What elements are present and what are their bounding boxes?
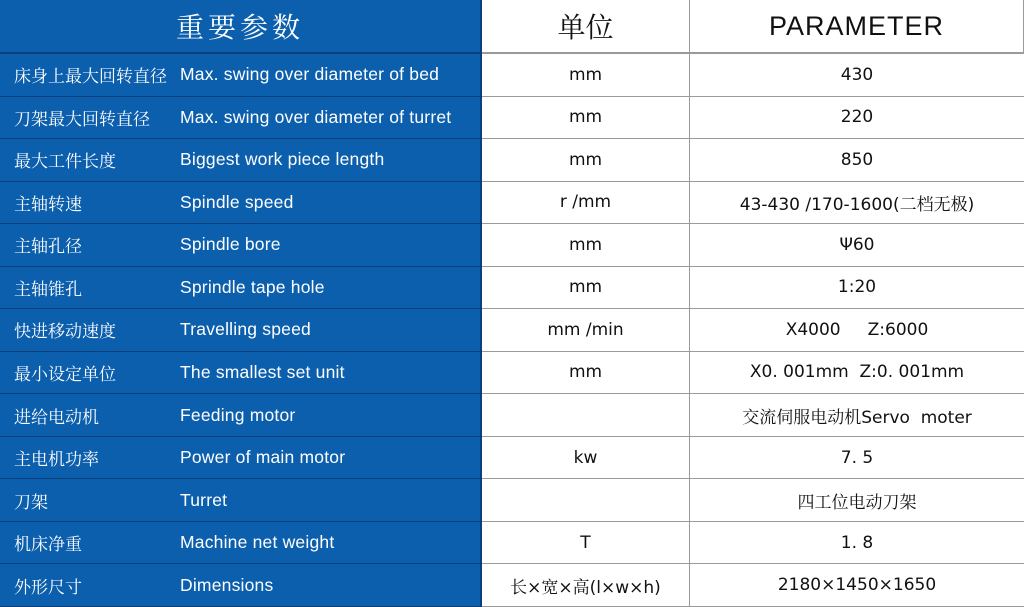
row-label	[0, 479, 482, 522]
row-value: 四工位电动刀架	[690, 479, 1024, 522]
row-unit: mm	[482, 97, 690, 140]
row-label-en: Power of main motor	[180, 447, 346, 468]
row-unit: r /mm	[482, 182, 690, 225]
row-value: 1. 8	[690, 522, 1024, 565]
row-label-en: Travelling speed	[180, 319, 311, 340]
row-label-cn: 主轴转速	[14, 194, 82, 215]
row-label-en: Machine net weight	[180, 532, 335, 553]
row-label-en: Spindle speed	[180, 191, 294, 212]
row-label-en: Max. swing over diameter of bed	[180, 64, 440, 85]
row-label-en: Spindle bore	[180, 234, 281, 255]
row-unit	[482, 479, 690, 522]
row-label-en: Max. swing over diameter of turret	[180, 106, 452, 127]
row-label	[0, 267, 482, 310]
row-unit: mm	[482, 267, 690, 310]
row-unit: mm	[482, 139, 690, 182]
row-label-cn: 刀架最大回转直径	[14, 109, 150, 130]
row-value: 43-430 /170-1600(二档无极)	[690, 182, 1024, 225]
row-label-cn: 快进移动速度	[14, 322, 116, 343]
row-label-cn: 主电机功率	[14, 450, 99, 471]
row-label-cn: 主轴孔径	[14, 237, 82, 258]
row-label-en: Dimensions	[180, 574, 274, 595]
row-value: 850	[690, 139, 1024, 182]
row-unit: T	[482, 522, 690, 565]
row-label-cn: 外形尺寸	[14, 577, 82, 598]
row-value: 交流伺服电动机Servo moter	[690, 394, 1024, 437]
row-label-en: Biggest work piece length	[180, 149, 385, 170]
row-label	[0, 564, 482, 607]
row-label-cn: 主轴锥孔	[14, 279, 82, 300]
row-label	[0, 394, 482, 437]
row-label-en: Turret	[180, 489, 228, 510]
row-label-cn: 刀架	[14, 492, 48, 513]
row-label-cn: 进给电动机	[14, 407, 99, 428]
row-unit: mm	[482, 224, 690, 267]
header-title: 重要参数	[0, 0, 482, 54]
row-label	[0, 437, 482, 480]
row-value: 2180×1450×1650	[690, 564, 1024, 607]
row-label-cn: 最大工件长度	[14, 152, 116, 173]
row-unit: mm /min	[482, 309, 690, 352]
row-label	[0, 97, 482, 140]
row-value: Ψ60	[690, 224, 1024, 267]
row-label	[0, 224, 482, 267]
row-label	[0, 182, 482, 225]
row-unit	[482, 394, 690, 437]
row-label-en: The smallest set unit	[180, 361, 345, 382]
row-label	[0, 139, 482, 182]
row-label-en: Feeding motor	[180, 404, 296, 425]
row-label-cn: 最小设定单位	[14, 364, 116, 385]
row-label-cn: 床身上最大回转直径	[14, 67, 167, 88]
row-unit: kw	[482, 437, 690, 480]
row-value: 220	[690, 97, 1024, 140]
row-unit: mm	[482, 54, 690, 97]
row-label	[0, 352, 482, 395]
header-parameter: PARAMETER	[690, 0, 1024, 54]
row-label	[0, 54, 482, 97]
row-label	[0, 522, 482, 565]
row-label	[0, 309, 482, 352]
row-value: 7. 5	[690, 437, 1024, 480]
row-value: 1:20	[690, 267, 1024, 310]
row-unit: 长×宽×高(l×w×h)	[482, 564, 690, 607]
row-label-en: Sprindle tape hole	[180, 276, 325, 297]
row-value: X0. 001mm Z:0. 001mm	[690, 352, 1024, 395]
row-unit: mm	[482, 352, 690, 395]
row-value: 430	[690, 54, 1024, 97]
header-unit: 单位	[482, 0, 690, 54]
row-label-cn: 机床净重	[14, 535, 82, 556]
row-value: X4000 Z:6000	[690, 309, 1024, 352]
